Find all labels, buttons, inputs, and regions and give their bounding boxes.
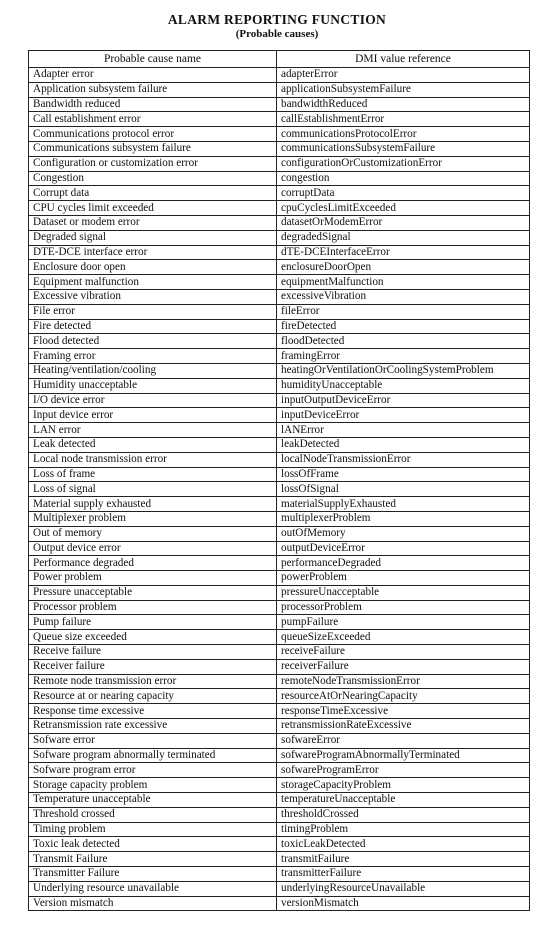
cell-dmi-value-reference: inputDeviceError [277,408,530,423]
table-row [29,201,530,216]
cell-dmi-value-reference: bandwidthReduced [277,97,530,112]
table-row [29,571,530,586]
cell-dmi-value-reference: multiplexerProblem [277,511,530,526]
cell-probable-cause-name: Receive failure [29,645,277,660]
cell-probable-cause-name: Processor problem [29,600,277,615]
table-row [29,793,530,808]
table-row [29,82,530,97]
table-row [29,186,530,201]
cell-probable-cause-name: Fire detected [29,319,277,334]
table-row [29,423,530,438]
probable-causes-table [28,50,530,911]
cell-probable-cause-name: Sofware error [29,733,277,748]
cell-dmi-value-reference: sofwareProgramAbnormallyTerminated [277,748,530,763]
cell-probable-cause-name: Storage capacity problem [29,778,277,793]
cell-dmi-value-reference: outOfMemory [277,526,530,541]
cell-dmi-value-reference: storageCapacityProblem [277,778,530,793]
cell-dmi-value-reference: datasetOrModemError [277,215,530,230]
cell-probable-cause-name: Communications protocol error [29,127,277,142]
cell-probable-cause-name: Excessive vibration [29,289,277,304]
cell-probable-cause-name: Material supply exhausted [29,497,277,512]
cell-dmi-value-reference: queueSizeExceeded [277,630,530,645]
table-row [29,408,530,423]
cell-dmi-value-reference: applicationSubsystemFailure [277,82,530,97]
cell-probable-cause-name: Sofware program abnormally terminated [29,748,277,763]
cell-probable-cause-name: Humidity unacceptable [29,378,277,393]
column-header-probable-cause: Probable cause name [29,51,277,68]
cell-dmi-value-reference: thresholdCrossed [277,807,530,822]
cell-probable-cause-name: Dataset or modem error [29,215,277,230]
cell-probable-cause-name: Leak detected [29,437,277,452]
cell-dmi-value-reference: corruptData [277,186,530,201]
cell-probable-cause-name: Power problem [29,571,277,586]
table-row [29,867,530,882]
table-row [29,393,530,408]
cell-probable-cause-name: Response time excessive [29,704,277,719]
cell-probable-cause-name: Version mismatch [29,896,277,911]
table-row [29,452,530,467]
table-row [29,363,530,378]
table-row [29,437,530,452]
table-row [29,837,530,852]
cell-dmi-value-reference: excessiveVibration [277,289,530,304]
cell-dmi-value-reference: callEstablishmentError [277,112,530,127]
table-row [29,615,530,630]
cell-dmi-value-reference: communicationsProtocolError [277,127,530,142]
table-row [29,97,530,112]
cell-probable-cause-name: Corrupt data [29,186,277,201]
cell-dmi-value-reference: adapterError [277,68,530,83]
cell-dmi-value-reference: outputDeviceError [277,541,530,556]
cell-dmi-value-reference: degradedSignal [277,230,530,245]
cell-probable-cause-name: Out of memory [29,526,277,541]
cell-dmi-value-reference: toxicLeakDetected [277,837,530,852]
column-header-dmi-value: DMI value reference [277,51,530,68]
cell-probable-cause-name: Application subsystem failure [29,82,277,97]
table-row [29,719,530,734]
cell-probable-cause-name: Retransmission rate excessive [29,719,277,734]
cell-dmi-value-reference: resourceAtOrNearingCapacity [277,689,530,704]
cell-dmi-value-reference: sofwareProgramError [277,763,530,778]
cell-dmi-value-reference: lANError [277,423,530,438]
cell-dmi-value-reference: transmitFailure [277,852,530,867]
table-row [29,630,530,645]
cell-probable-cause-name: Local node transmission error [29,452,277,467]
cell-dmi-value-reference: receiveFailure [277,645,530,660]
table-row [29,215,530,230]
table-row [29,674,530,689]
table-row [29,156,530,171]
table-row [29,127,530,142]
cell-dmi-value-reference: framingError [277,349,530,364]
cell-dmi-value-reference: sofwareError [277,733,530,748]
table-row [29,526,530,541]
table-row [29,645,530,660]
cell-dmi-value-reference: leakDetected [277,437,530,452]
cell-probable-cause-name: Framing error [29,349,277,364]
cell-probable-cause-name: Threshold crossed [29,807,277,822]
table-row [29,733,530,748]
cell-probable-cause-name: Queue size exceeded [29,630,277,645]
table-row [29,822,530,837]
cell-probable-cause-name: Pressure unacceptable [29,585,277,600]
cell-probable-cause-name: Bandwidth reduced [29,97,277,112]
table-row [29,304,530,319]
table-row [29,556,530,571]
cell-probable-cause-name: Equipment malfunction [29,275,277,290]
table-row [29,482,530,497]
cell-probable-cause-name: Resource at or nearing capacity [29,689,277,704]
table-row [29,378,530,393]
cell-probable-cause-name: Performance degraded [29,556,277,571]
cell-probable-cause-name: Remote node transmission error [29,674,277,689]
cell-probable-cause-name: Flood detected [29,334,277,349]
cell-dmi-value-reference: pressureUnacceptable [277,585,530,600]
table-row [29,689,530,704]
cell-probable-cause-name: Transmitter Failure [29,867,277,882]
cell-probable-cause-name: Call establishment error [29,112,277,127]
table-row [29,778,530,793]
cell-probable-cause-name: Underlying resource unavailable [29,881,277,896]
cell-dmi-value-reference: lossOfFrame [277,467,530,482]
table-row [29,748,530,763]
cell-dmi-value-reference: temperatureUnacceptable [277,793,530,808]
table-row [29,585,530,600]
table-row [29,541,530,556]
cell-probable-cause-name: Adapter error [29,68,277,83]
cell-dmi-value-reference: retransmissionRateExcessive [277,719,530,734]
cell-dmi-value-reference: congestion [277,171,530,186]
cell-dmi-value-reference: communicationsSubsystemFailure [277,141,530,156]
cell-probable-cause-name: Transmit Failure [29,852,277,867]
table-row [29,467,530,482]
cell-dmi-value-reference: floodDetected [277,334,530,349]
cell-dmi-value-reference: fileError [277,304,530,319]
table-body [29,68,530,911]
cell-probable-cause-name: DTE-DCE interface error [29,245,277,260]
cell-probable-cause-name: Configuration or customization error [29,156,277,171]
table-row [29,334,530,349]
table-row [29,763,530,778]
cell-probable-cause-name: Degraded signal [29,230,277,245]
table-row [29,511,530,526]
cell-dmi-value-reference: processorProblem [277,600,530,615]
cell-dmi-value-reference: receiverFailure [277,659,530,674]
cell-dmi-value-reference: timingProblem [277,822,530,837]
cell-probable-cause-name: Congestion [29,171,277,186]
cell-probable-cause-name: Sofware program error [29,763,277,778]
document-title: ALARM REPORTING FUNCTION [167,12,387,27]
cell-dmi-value-reference: remoteNodeTransmissionError [277,674,530,689]
cell-dmi-value-reference: lossOfSignal [277,482,530,497]
cell-dmi-value-reference: performanceDegraded [277,556,530,571]
table-row [29,275,530,290]
cell-dmi-value-reference: responseTimeExcessive [277,704,530,719]
cell-probable-cause-name: Toxic leak detected [29,837,277,852]
cell-dmi-value-reference: powerProblem [277,571,530,586]
cell-dmi-value-reference: humidityUnacceptable [277,378,530,393]
cell-dmi-value-reference: localNodeTransmissionError [277,452,530,467]
cell-dmi-value-reference: transmitterFailure [277,867,530,882]
table-row [29,141,530,156]
cell-probable-cause-name: I/O device error [29,393,277,408]
cell-dmi-value-reference: equipmentMalfunction [277,275,530,290]
table-row [29,112,530,127]
table-row [29,600,530,615]
table-row [29,497,530,512]
table-row [29,319,530,334]
table-row [29,896,530,911]
cell-probable-cause-name: Input device error [29,408,277,423]
cell-dmi-value-reference: enclosureDoorOpen [277,260,530,275]
cell-probable-cause-name: CPU cycles limit exceeded [29,201,277,216]
cell-dmi-value-reference: configurationOrCustomizationError [277,156,530,171]
table-row [29,68,530,83]
table-row [29,230,530,245]
cell-probable-cause-name: Loss of frame [29,467,277,482]
cell-probable-cause-name: Multiplexer problem [29,511,277,526]
table-row [29,704,530,719]
table-row [29,260,530,275]
table-row [29,289,530,304]
cell-dmi-value-reference: heatingOrVentilationOrCoolingSystemProblem [277,363,530,378]
table-header-row [29,51,530,68]
cell-probable-cause-name: Timing problem [29,822,277,837]
table-row [29,852,530,867]
cell-probable-cause-name: Enclosure door open [29,260,277,275]
table-row [29,807,530,822]
cell-probable-cause-name: Loss of signal [29,482,277,497]
cell-dmi-value-reference: pumpFailure [277,615,530,630]
cell-probable-cause-name: Receiver failure [29,659,277,674]
cell-probable-cause-name: Temperature unacceptable [29,793,277,808]
cell-probable-cause-name: Pump failure [29,615,277,630]
cell-probable-cause-name: Communications subsystem failure [29,141,277,156]
table-row [29,659,530,674]
cell-dmi-value-reference: inputOutputDeviceError [277,393,530,408]
cell-probable-cause-name: File error [29,304,277,319]
cell-dmi-value-reference: underlyingResourceUnavailable [277,881,530,896]
table-row [29,245,530,260]
cell-probable-cause-name: Heating/ventilation/cooling [29,363,277,378]
table-row [29,881,530,896]
cell-probable-cause-name: LAN error [29,423,277,438]
cell-dmi-value-reference: dTE-DCEInterfaceError [277,245,530,260]
cell-probable-cause-name: Output device error [29,541,277,556]
cell-dmi-value-reference: materialSupplyExhausted [277,497,530,512]
cell-dmi-value-reference: versionMismatch [277,896,530,911]
table-row [29,349,530,364]
table-row [29,171,530,186]
cell-dmi-value-reference: fireDetected [277,319,530,334]
document-subtitle: (Probable causes) [235,28,319,40]
cell-dmi-value-reference: cpuCyclesLimitExceeded [277,201,530,216]
